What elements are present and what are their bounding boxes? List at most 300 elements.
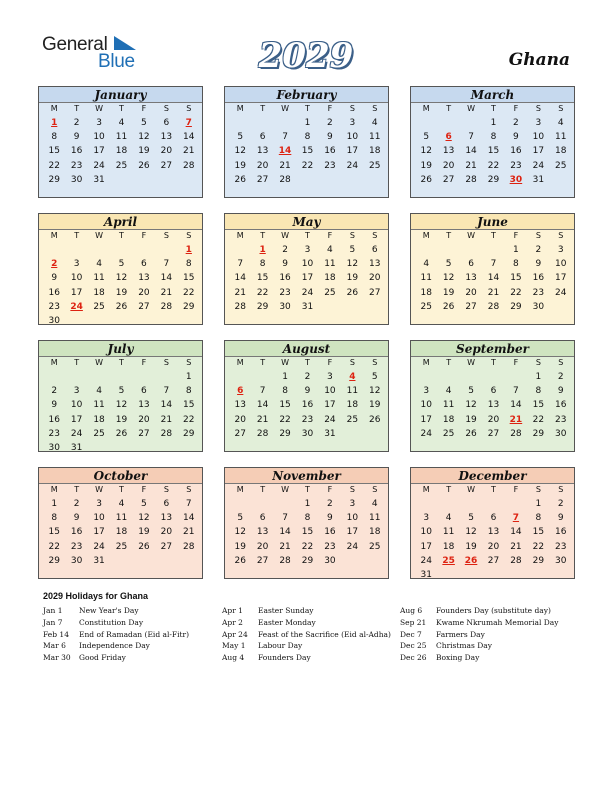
holiday-day: 1 xyxy=(259,245,266,255)
empty-cell xyxy=(251,116,273,130)
day-cell: 15 xyxy=(183,400,195,411)
holiday-day: 30 xyxy=(509,174,523,185)
day-cell: 22 xyxy=(183,414,195,425)
day-cell: 14 xyxy=(256,400,269,411)
day-cell: 5 xyxy=(445,259,452,270)
day-cell: 27 xyxy=(138,301,150,312)
day-cell: 9 xyxy=(327,132,333,143)
month-april xyxy=(38,213,203,325)
weekday-label: S xyxy=(349,231,355,240)
day-cell: 22 xyxy=(301,160,314,171)
weekday-label: S xyxy=(558,358,564,367)
day-cell: 13 xyxy=(256,146,269,157)
day-cell: 24 xyxy=(301,287,314,298)
weekday-label: M xyxy=(422,231,430,240)
empty-cell xyxy=(133,243,155,257)
day-cell: 28 xyxy=(160,428,173,439)
empty-cell xyxy=(415,243,437,257)
day-cell: 31 xyxy=(93,555,105,566)
day-cell: 12 xyxy=(234,527,246,538)
day-cell: 21 xyxy=(279,541,291,552)
day-cell: 22 xyxy=(510,287,522,298)
empty-cell xyxy=(65,370,87,384)
holiday-day: 7 xyxy=(185,118,192,128)
holiday-name: Boxing Day xyxy=(436,653,480,663)
day-cell: 22 xyxy=(48,160,60,171)
holiday-date: Apr 2 xyxy=(222,617,243,627)
weekday-label: S xyxy=(186,358,192,367)
weekday-label: S xyxy=(349,358,355,367)
day-cell: 21 xyxy=(160,414,173,425)
day-cell: 7 xyxy=(259,386,266,397)
day-cell: 3 xyxy=(349,499,356,509)
day-cell: 20 xyxy=(138,414,150,425)
day-cell: 1 xyxy=(304,499,311,509)
day-cell: 31 xyxy=(324,428,336,439)
weekday-label: T xyxy=(260,485,266,494)
day-cell: 28 xyxy=(183,160,195,171)
weekday-label: T xyxy=(446,358,452,367)
weekday-label: T xyxy=(260,231,266,240)
day-cell: 27 xyxy=(234,428,246,439)
day-cell: 4 xyxy=(445,513,452,524)
month-september xyxy=(410,340,575,452)
day-cell: 14 xyxy=(279,527,291,538)
holiday-row xyxy=(222,652,391,664)
day-cell: 28 xyxy=(279,174,291,185)
page-title: 2029 xyxy=(258,36,354,76)
day-cell: 1 xyxy=(282,372,288,382)
day-cell: 5 xyxy=(423,132,430,143)
day-cell: 17 xyxy=(93,146,105,157)
day-cell: 31 xyxy=(532,174,545,185)
day-cell: 18 xyxy=(555,146,567,157)
weekday-header xyxy=(229,231,386,240)
day-cell: 15 xyxy=(301,527,314,538)
day-cell: 3 xyxy=(327,372,333,382)
day-cell: 25 xyxy=(115,541,128,552)
day-cell: 16 xyxy=(510,146,522,157)
weekday-header xyxy=(229,358,386,367)
day-cell: 22 xyxy=(279,414,291,425)
day-cell: 18 xyxy=(442,541,455,552)
weekday-label: S xyxy=(186,485,192,494)
weekday-label: S xyxy=(558,104,564,113)
day-cell: 24 xyxy=(346,541,359,552)
day-cell: 10 xyxy=(532,132,545,143)
day-cell: 2 xyxy=(327,499,333,509)
day-cell: 26 xyxy=(465,428,477,439)
day-cell: 1 xyxy=(304,118,311,128)
month-name: October xyxy=(93,469,148,483)
day-cell: 30 xyxy=(70,174,83,185)
day-cell: 11 xyxy=(346,386,359,397)
day-cell: 9 xyxy=(327,513,333,524)
day-cell: 2 xyxy=(51,386,58,397)
day-cell: 19 xyxy=(234,541,246,552)
weekday-label: S xyxy=(535,358,541,367)
day-cell: 28 xyxy=(510,555,522,566)
day-cell: 29 xyxy=(301,555,314,566)
day-cell: 8 xyxy=(304,513,311,524)
empty-cell xyxy=(460,116,482,130)
day-cell: 19 xyxy=(369,400,381,411)
day-cell: 8 xyxy=(535,513,542,524)
day-cell: 3 xyxy=(349,118,356,128)
empty-cell xyxy=(88,243,110,257)
holiday-row xyxy=(43,652,189,664)
day-cell: 13 xyxy=(160,513,173,524)
day-cell: 30 xyxy=(324,555,336,566)
weekday-label: T xyxy=(74,358,80,367)
holiday-name: Easter Sunday xyxy=(258,606,314,615)
weekday-label: T xyxy=(305,485,310,494)
empty-cell xyxy=(229,497,251,511)
day-cell: 18 xyxy=(93,414,105,425)
day-cell: 13 xyxy=(234,400,246,411)
month-august xyxy=(224,340,389,452)
day-cell: 11 xyxy=(442,400,455,411)
holiday-date: Aug 6 xyxy=(400,606,423,615)
day-cell: 16 xyxy=(70,527,83,538)
day-cell: 15 xyxy=(532,527,545,538)
day-cell: 25 xyxy=(324,287,336,298)
empty-cell xyxy=(229,116,251,130)
day-cell: 11 xyxy=(324,259,336,270)
day-cell: 26 xyxy=(115,301,128,312)
day-grid xyxy=(415,243,572,314)
weekday-label: F xyxy=(513,231,519,240)
weekday-label: M xyxy=(236,231,244,240)
day-cell: 4 xyxy=(371,118,378,128)
day-cell: 16 xyxy=(324,527,336,538)
day-cell: 10 xyxy=(555,259,567,270)
holiday-row xyxy=(400,640,558,652)
day-cell: 13 xyxy=(256,527,269,538)
day-cell: 12 xyxy=(420,146,432,157)
day-cell: 23 xyxy=(301,414,314,425)
month-name: November xyxy=(272,469,341,483)
empty-cell xyxy=(274,497,296,511)
weekday-header xyxy=(43,485,200,494)
weekday-label: W xyxy=(467,231,476,240)
day-cell: 16 xyxy=(301,400,314,411)
day-cell: 11 xyxy=(93,273,105,284)
day-cell: 28 xyxy=(279,555,291,566)
day-grid xyxy=(43,243,200,328)
weekday-header xyxy=(415,358,572,367)
month-name: April xyxy=(103,215,138,229)
day-cell: 26 xyxy=(420,174,432,185)
weekday-label: F xyxy=(327,231,333,240)
day-cell: 26 xyxy=(442,301,455,312)
day-cell: 18 xyxy=(115,146,128,157)
day-cell: 16 xyxy=(324,146,336,157)
holiday-row xyxy=(43,605,189,617)
day-cell: 17 xyxy=(346,527,359,538)
logo-word-blue: Blue xyxy=(98,51,135,72)
day-grid xyxy=(229,243,386,314)
day-cell: 30 xyxy=(48,315,60,326)
day-grid xyxy=(43,116,200,187)
holiday-name: End of Ramadan (Eid al-Fitr) xyxy=(79,629,190,639)
weekday-label: S xyxy=(163,358,169,367)
holiday-date: Jan 1 xyxy=(43,606,63,615)
day-cell: 12 xyxy=(138,513,150,524)
day-cell: 6 xyxy=(259,513,266,524)
day-cell: 3 xyxy=(535,118,542,128)
day-cell: 22 xyxy=(48,541,60,552)
day-cell: 7 xyxy=(282,513,288,524)
weekday-label: S xyxy=(535,485,541,494)
day-cell: 28 xyxy=(256,428,269,439)
day-cell: 21 xyxy=(279,160,291,171)
holiday-name: Christmas Day xyxy=(436,641,492,651)
day-cell: 7 xyxy=(468,132,474,143)
day-cell: 6 xyxy=(141,386,147,397)
holiday-row xyxy=(43,640,189,652)
day-cell: 2 xyxy=(557,372,564,382)
day-cell: 25 xyxy=(442,428,455,439)
holiday-name: Founders Day xyxy=(258,653,311,663)
weekday-label: T xyxy=(446,104,452,113)
weekday-label: T xyxy=(305,358,310,367)
empty-cell xyxy=(43,243,65,257)
day-cell: 2 xyxy=(513,118,519,128)
holiday-day: 25 xyxy=(442,555,455,566)
day-cell: 5 xyxy=(118,259,125,270)
day-cell: 5 xyxy=(349,245,356,255)
weekday-header xyxy=(415,231,572,240)
day-cell: 23 xyxy=(324,541,336,552)
day-cell: 27 xyxy=(138,428,150,439)
day-cell: 8 xyxy=(535,386,542,397)
day-cell: 9 xyxy=(557,386,564,397)
weekday-label: T xyxy=(119,485,124,494)
holiday-name: Founders Day (substitute day) xyxy=(436,606,551,615)
day-cell: 21 xyxy=(183,146,195,157)
month-name: March xyxy=(470,88,515,102)
day-cell: 11 xyxy=(442,527,455,538)
day-cell: 6 xyxy=(163,118,170,128)
day-cell: 20 xyxy=(234,414,246,425)
empty-cell xyxy=(110,243,132,257)
day-cell: 7 xyxy=(185,499,192,509)
weekday-label: M xyxy=(236,358,244,367)
month-november xyxy=(224,467,389,579)
holiday-day: 7 xyxy=(512,513,520,524)
day-cell: 23 xyxy=(70,541,83,552)
day-cell: 12 xyxy=(465,400,477,411)
weekday-label: M xyxy=(236,485,244,494)
day-cell: 17 xyxy=(70,414,83,425)
day-cell: 19 xyxy=(138,146,150,157)
day-cell: 20 xyxy=(138,287,150,298)
day-cell: 11 xyxy=(115,132,128,143)
day-cell: 20 xyxy=(256,541,269,552)
month-october xyxy=(38,467,203,579)
day-cell: 17 xyxy=(420,541,432,552)
day-cell: 7 xyxy=(163,259,170,270)
holiday-day: 1 xyxy=(185,245,192,255)
day-cell: 28 xyxy=(160,301,173,312)
day-cell: 18 xyxy=(369,146,381,157)
holiday-date: Apr 1 xyxy=(222,606,243,615)
day-cell: 23 xyxy=(510,160,522,171)
day-cell: 27 xyxy=(160,541,173,552)
day-cell: 5 xyxy=(237,513,244,524)
day-cell: 4 xyxy=(327,245,333,255)
weekday-label: W xyxy=(95,104,104,113)
day-cell: 15 xyxy=(532,400,545,411)
day-cell: 29 xyxy=(183,301,195,312)
day-cell: 9 xyxy=(535,259,542,270)
empty-cell xyxy=(415,497,437,511)
weekday-label: S xyxy=(186,104,192,113)
weekday-label: T xyxy=(491,485,496,494)
day-cell: 30 xyxy=(279,301,291,312)
weekday-label: S xyxy=(349,104,355,113)
day-cell: 24 xyxy=(532,160,545,171)
day-cell: 24 xyxy=(555,287,567,298)
day-cell: 16 xyxy=(555,400,567,411)
day-cell: 8 xyxy=(51,513,58,524)
day-cell: 18 xyxy=(324,273,336,284)
month-name: February xyxy=(276,88,337,102)
day-cell: 27 xyxy=(487,555,500,566)
holiday-date: Mar 6 xyxy=(43,641,66,651)
day-cell: 28 xyxy=(234,301,246,312)
day-cell: 18 xyxy=(420,287,432,298)
weekday-label: F xyxy=(327,485,333,494)
holiday-date: Dec 25 xyxy=(400,641,427,651)
day-cell: 3 xyxy=(557,245,564,255)
day-cell: 7 xyxy=(163,386,170,397)
day-cell: 31 xyxy=(70,442,83,453)
weekday-label: W xyxy=(95,485,104,494)
brand-logo xyxy=(42,34,152,74)
weekday-label: M xyxy=(50,104,58,113)
month-january xyxy=(38,86,203,198)
day-cell: 15 xyxy=(48,527,60,538)
day-cell: 23 xyxy=(324,160,336,171)
day-cell: 7 xyxy=(513,386,519,397)
empty-cell xyxy=(274,116,296,130)
day-cell: 31 xyxy=(301,301,314,312)
day-cell: 14 xyxy=(183,513,195,524)
day-cell: 28 xyxy=(510,428,522,439)
day-cell: 11 xyxy=(115,513,128,524)
day-cell: 12 xyxy=(465,527,477,538)
day-cell: 23 xyxy=(555,414,567,425)
day-cell: 21 xyxy=(465,160,477,171)
day-cell: 17 xyxy=(420,414,432,425)
day-cell: 13 xyxy=(465,273,477,284)
holidays-column xyxy=(222,605,391,664)
day-cell: 1 xyxy=(535,499,542,509)
day-cell: 13 xyxy=(442,146,455,157)
day-cell: 24 xyxy=(420,428,432,439)
month-december xyxy=(410,467,575,579)
day-cell: 11 xyxy=(555,132,567,143)
weekday-label: S xyxy=(558,231,564,240)
day-cell: 22 xyxy=(487,160,500,171)
day-cell: 5 xyxy=(371,372,378,382)
day-cell: 4 xyxy=(557,118,564,128)
day-cell: 23 xyxy=(279,287,291,298)
weekday-header xyxy=(415,104,572,113)
day-cell: 14 xyxy=(465,146,477,157)
day-cell: 24 xyxy=(93,160,105,171)
day-grid xyxy=(415,370,572,441)
day-cell: 14 xyxy=(183,132,195,143)
day-cell: 20 xyxy=(256,160,269,171)
day-cell: 25 xyxy=(555,160,567,171)
holiday-day: 4 xyxy=(349,372,356,382)
day-cell: 30 xyxy=(555,555,567,566)
day-cell: 2 xyxy=(327,118,333,128)
day-cell: 10 xyxy=(93,513,105,524)
day-cell: 2 xyxy=(73,118,80,128)
day-grid xyxy=(415,497,572,582)
holiday-day: 6 xyxy=(237,386,244,397)
day-cell: 29 xyxy=(532,428,545,439)
empty-cell xyxy=(155,370,177,384)
holiday-row xyxy=(222,617,391,629)
day-cell: 11 xyxy=(420,273,432,284)
day-cell: 25 xyxy=(93,301,105,312)
day-cell: 9 xyxy=(73,132,80,143)
day-cell: 18 xyxy=(346,400,359,411)
day-cell: 17 xyxy=(324,400,336,411)
weekday-label: F xyxy=(513,358,519,367)
month-name: January xyxy=(94,88,147,102)
day-cell: 8 xyxy=(513,259,519,270)
day-cell: 12 xyxy=(138,132,150,143)
day-cell: 3 xyxy=(96,499,102,509)
day-cell: 29 xyxy=(532,555,545,566)
day-cell: 4 xyxy=(445,386,452,397)
day-grid xyxy=(229,370,386,441)
day-cell: 3 xyxy=(96,118,102,128)
day-cell: 20 xyxy=(487,541,500,552)
day-grid xyxy=(229,116,386,187)
day-cell: 19 xyxy=(115,287,128,298)
month-june xyxy=(410,213,575,325)
day-cell: 12 xyxy=(115,273,128,284)
holiday-date: Sep 21 xyxy=(400,617,427,627)
day-cell: 26 xyxy=(138,541,150,552)
day-cell: 2 xyxy=(304,372,311,382)
weekday-label: S xyxy=(186,231,192,240)
day-cell: 26 xyxy=(369,414,381,425)
weekday-header xyxy=(415,485,572,494)
day-grid xyxy=(415,116,572,187)
day-cell: 10 xyxy=(70,273,83,284)
day-cell: 22 xyxy=(301,541,314,552)
day-cell: 19 xyxy=(465,414,477,425)
day-cell: 22 xyxy=(532,541,545,552)
day-cell: 17 xyxy=(346,146,359,157)
day-cell: 10 xyxy=(93,132,105,143)
empty-cell xyxy=(482,497,504,511)
holiday-name: Good Friday xyxy=(79,653,126,663)
day-cell: 12 xyxy=(234,146,246,157)
day-cell: 1 xyxy=(535,372,542,382)
holiday-day: 24 xyxy=(70,301,83,312)
weekday-label: T xyxy=(74,485,80,494)
holiday-row xyxy=(400,617,558,629)
